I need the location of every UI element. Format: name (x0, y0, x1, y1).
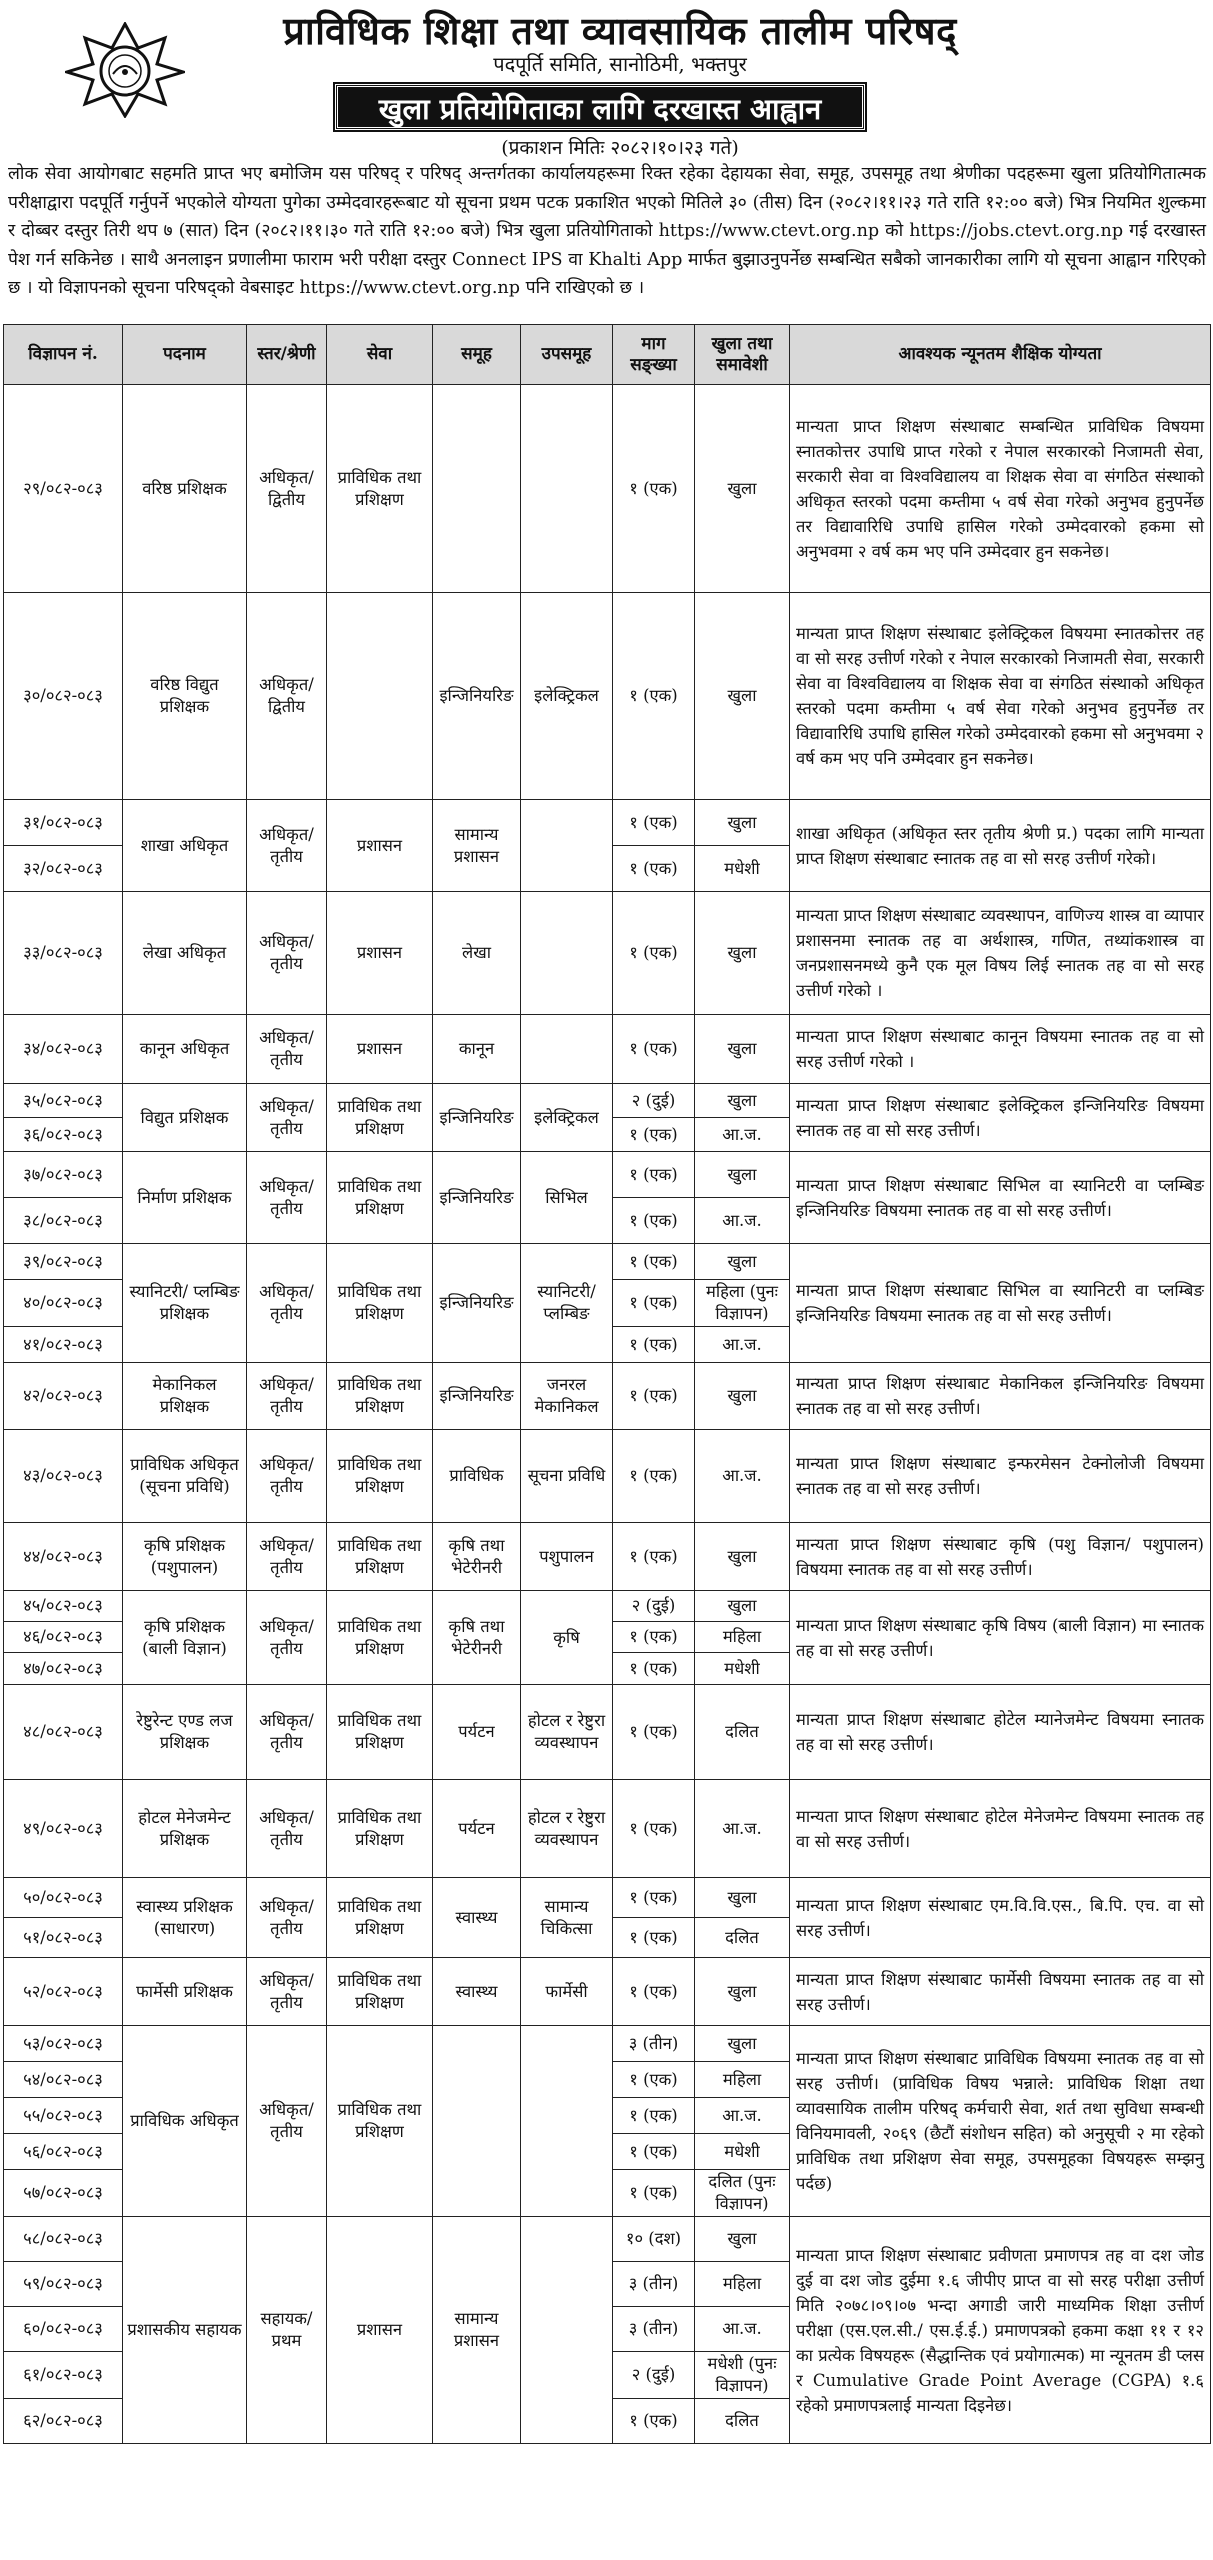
group-cell: इन्जिनियरिङ (433, 1084, 521, 1152)
service-cell: प्राविधिक तथा प्रशिक्षण (327, 2026, 433, 2217)
qualification-cell: मान्यता प्राप्त शिक्षण संस्थाबाट कृषि विषय (बाली विज्ञान) मा स्नातक तह वा सो सरह उत्तीर्ण। (790, 1591, 1211, 1685)
group-cell (433, 385, 521, 593)
category-cell: आ.ज. (695, 2098, 790, 2134)
category-cell: खुला (695, 1015, 790, 1084)
level-cell: अधिकृत/ तृतीय (247, 1244, 327, 1363)
category-cell: दलित (पुनः विज्ञापन) (695, 2170, 790, 2217)
post-name-cell: वरिष्ठ प्रशिक्षक (123, 385, 247, 593)
qualification-cell: मान्यता प्राप्त शिक्षण संस्थाबाट व्यवस्थापन, वाणिज्य शास्त्र वा व्यापार प्रशासनमा स्नातक तह वा अर्थशास्त्र, गणित, तथ्यांकशास्त्र वा जनप्रशासनमध्ये कुनै एक मूल विषय लिई स्नातक तह वा सो सरह उत्तीर्ण गरेको । (790, 892, 1211, 1015)
level-cell: अधिकृत/ तृतीय (247, 1152, 327, 1244)
category-cell: मधेशी (695, 2134, 790, 2170)
post-name-cell: निर्माण प्रशिक्षक (123, 1152, 247, 1244)
count-cell: १ (एक) (613, 1523, 695, 1591)
service-cell: प्रशासन (327, 2217, 433, 2444)
col-header-subgroup: उपसमूह (521, 325, 613, 385)
post-name-cell: स्यानिटरी/ प्लम्बिङ प्रशिक्षक (123, 1244, 247, 1363)
qualification-cell: मान्यता प्राप्त शिक्षण संस्थाबाट प्राविधिक विषयमा स्नातक तह वा सो सरह उत्तीर्ण। (प्राविधिक विषय भन्नाले: प्राविधिक शिक्षा तथा व्यावसायिक तालीम परिषद् कर्मचारी सेवा, शर्त तथा सुविधा सम्बन्धी विनियमावली, २०६९ (छैटौं संशोधन सहित) को अनुसूची २ मा रहेको प्राविधिक तथा प्रशिक्षण सेवा समूह, उपसमूहका विषयहरू सम्झनु पर्दछ) (790, 2026, 1211, 2217)
subgroup-cell: स्यानिटरी/ प्लम्बिङ (521, 1244, 613, 1363)
post-name-cell: फार्मेसी प्रशिक्षक (123, 1958, 247, 2026)
adv-number-cell: ३१/०८२-०८३ (4, 800, 123, 846)
group-cell: पर्यटन (433, 1780, 521, 1878)
post-name-cell: प्राविधिक अधिकृत (सूचना प्रविधि) (123, 1430, 247, 1523)
qualification-cell: मान्यता प्राप्त शिक्षण संस्थाबाट इलेक्ट्रिकल इन्जिनियरिङ विषयमा स्नातक तह वा सो सरह उत्तीर्ण। (790, 1084, 1211, 1152)
qualification-cell: मान्यता प्राप्त शिक्षण संस्थाबाट मेकानिकल इन्जिनियरिङ विषयमा स्नातक तह वा सो सरह उत्तीर्ण। (790, 1363, 1211, 1430)
category-cell: दलित (695, 1685, 790, 1780)
level-cell: अधिकृत/ तृतीय (247, 1685, 327, 1780)
adv-number-cell: ३९/०८२-०८३ (4, 1244, 123, 1280)
count-cell: ३ (तीन) (613, 2026, 695, 2062)
adv-number-cell: ३२/०८२-०८३ (4, 846, 123, 892)
category-cell: मधेशी (पुनः विज्ञापन) (695, 2352, 790, 2399)
category-cell: खुला (695, 2217, 790, 2262)
col-header-service: सेवा (327, 325, 433, 385)
subgroup-cell: फार्मेसी (521, 1958, 613, 2026)
adv-number-cell: ५८/०८२-०८३ (4, 2217, 123, 2262)
col-header-level: स्तर/श्रेणी (247, 325, 327, 385)
qualification-cell: मान्यता प्राप्त शिक्षण संस्थाबाट सम्बन्धित प्राविधिक विषयमा स्नातकोत्तर उपाधि प्राप्त गरेको र नेपाल सरकारको निजामती सेवा, सरकारी सेवा वा विश्वविद्यालय वा शिक्षक सेवा वा संगठित संस्थाको अधिकृत स्तरको पदमा कम्तीमा ५ वर्ष सेवा गरेको अनुभव हुनुपर्नेछ तर विद्यावारिधि उपाधि हासिल गरेको उम्मेदवारको हकमा सो अनुभवमा २ वर्ष कम भए पनि उम्मेदवार हुन सकनेछ। (790, 385, 1211, 593)
count-cell: १ (एक) (613, 1327, 695, 1363)
count-cell: २ (दुई) (613, 2352, 695, 2399)
adv-number-cell: ३७/०८२-०८३ (4, 1152, 123, 1198)
post-name-cell: प्राविधिक अधिकृत (123, 2026, 247, 2217)
category-cell: खुला (695, 1152, 790, 1198)
table-row (4, 2217, 1211, 2262)
count-cell: १ (एक) (613, 1280, 695, 1327)
table-row (4, 1363, 1211, 1430)
table-row (4, 800, 1211, 846)
group-cell: प्राविधिक (433, 1430, 521, 1523)
category-cell: आ.ज. (695, 1430, 790, 1523)
post-name-cell: विद्युत प्रशिक्षक (123, 1084, 247, 1152)
table-row (4, 1591, 1211, 1622)
service-cell: प्राविधिक तथा प्रशिक्षण (327, 1244, 433, 1363)
service-cell: प्राविधिक तथा प्रशिक्षण (327, 1591, 433, 1685)
category-cell: खुला (695, 1591, 790, 1622)
table-row (4, 892, 1211, 1015)
subgroup-cell (521, 2026, 613, 2217)
table-row (4, 1780, 1211, 1878)
category-cell: खुला (695, 385, 790, 593)
service-cell: प्राविधिक तथा प्रशिक्षण (327, 1685, 433, 1780)
category-cell: आ.ज. (695, 1118, 790, 1152)
qualification-cell: मान्यता प्राप्त शिक्षण संस्थाबाट होटेल म्यानेजमेन्ट विषयमा स्नातक तह वा सो सरह उत्तीर्ण। (790, 1685, 1211, 1780)
adv-number-cell: ५३/०८२-०८३ (4, 2026, 123, 2062)
service-cell: प्राविधिक तथा प्रशिक्षण (327, 1084, 433, 1152)
adv-number-cell: ५१/०८२-०८३ (4, 1918, 123, 1958)
count-cell: १ (एक) (613, 1918, 695, 1958)
count-cell: १ (एक) (613, 1152, 695, 1198)
table-row (4, 1084, 1211, 1118)
category-cell: खुला (695, 2026, 790, 2062)
table-row (4, 2026, 1211, 2062)
count-cell: १० (दश) (613, 2217, 695, 2262)
level-cell: अधिकृत/ तृतीय (247, 892, 327, 1015)
adv-number-cell: ५७/०८२-०८३ (4, 2170, 123, 2217)
group-cell: कृषि तथा भेटेरीनरी (433, 1523, 521, 1591)
subgroup-cell (521, 800, 613, 892)
adv-number-cell: ६०/०८२-०८३ (4, 2307, 123, 2352)
qualification-cell: शाखा अधिकृत (अधिकृत स्तर तृतीय श्रेणी प्र.) पदका लागि मान्यता प्राप्त शिक्षण संस्थाबाट स्नातक तह वा सो सरह उत्तीर्ण गरेको। (790, 800, 1211, 892)
count-cell: १ (एक) (613, 2098, 695, 2134)
level-cell: अधिकृत/ तृतीय (247, 1591, 327, 1685)
adv-number-cell: ४३/०८२-०८३ (4, 1430, 123, 1523)
table-row (4, 1958, 1211, 2026)
vacancy-table-body (4, 385, 1211, 2444)
org-subtitle: पदपूर्ति समिति, सानोठिमी, भक्तपुर (493, 52, 747, 76)
subgroup-cell: जनरल मेकानिकल (521, 1363, 613, 1430)
category-cell: खुला (695, 1084, 790, 1118)
group-cell: इन्जिनियरिङ (433, 1152, 521, 1244)
table-row (4, 593, 1211, 800)
adv-number-cell: ४१/०८२-०८३ (4, 1327, 123, 1363)
count-cell: २ (दुई) (613, 1084, 695, 1118)
service-cell: प्राविधिक तथा प्रशिक्षण (327, 385, 433, 593)
level-cell: अधिकृत/ द्वितीय (247, 385, 327, 593)
service-cell: प्राविधिक तथा प्रशिक्षण (327, 1430, 433, 1523)
adv-number-cell: ४५/०८२-०८३ (4, 1591, 123, 1622)
level-cell: अधिकृत/ तृतीय (247, 800, 327, 892)
subgroup-cell: होटल र रेष्टुरा व्यवस्थापन (521, 1780, 613, 1878)
count-cell: १ (एक) (613, 1118, 695, 1152)
category-cell: आ.ज. (695, 1780, 790, 1878)
post-name-cell: होटल मेनेजमेन्ट प्रशिक्षक (123, 1780, 247, 1878)
table-row (4, 385, 1211, 593)
category-cell: मधेशी (695, 1653, 790, 1685)
category-cell: खुला (695, 1958, 790, 2026)
category-cell: खुला (695, 593, 790, 800)
count-cell: १ (एक) (613, 385, 695, 593)
level-cell: अधिकृत/ तृतीय (247, 1523, 327, 1591)
category-cell: महिला (695, 2262, 790, 2307)
group-cell: कृषि तथा भेटेरीनरी (433, 1591, 521, 1685)
adv-number-cell: ३८/०८२-०८३ (4, 1198, 123, 1244)
group-cell: पर्यटन (433, 1685, 521, 1780)
qualification-cell: मान्यता प्राप्त शिक्षण संस्थाबाट प्रवीणता प्रमाणपत्र तह वा दश जोड दुई वा दश जोड दुईमा १.६ जीपीए प्राप्त वा सो सरह परीक्षा उत्तीर्ण मिति २०७८।०९।०७ भन्दा अगाडी जारी माध्यमिक शिक्षा उत्तीर्ण परीक्षा (एस.एल.सी./ एस.ई.ई.) प्रमाणपत्रको हकमा कक्षा ११ र १२ का प्रत्येक विषयहरू (सैद्धान्तिक एवं प्रयोगात्मक) मा न्यूनतम डी प्लस र Cumulative Grade Point Average (CGPA) १.६ रहेको प्रमाणपत्रलाई मान्यता दिइनेछ। (790, 2217, 1211, 2444)
table-row (4, 1685, 1211, 1780)
service-cell: प्राविधिक तथा प्रशिक्षण (327, 1958, 433, 2026)
post-name-cell: कृषि प्रशिक्षक (पशुपालन) (123, 1523, 247, 1591)
adv-number-cell: ४७/०८२-०८३ (4, 1653, 123, 1685)
count-cell: ३ (तीन) (613, 2262, 695, 2307)
level-cell: अधिकृत/ तृतीय (247, 1015, 327, 1084)
group-cell: स्वास्थ्य (433, 1958, 521, 2026)
count-cell: १ (एक) (613, 1685, 695, 1780)
count-cell: १ (एक) (613, 846, 695, 892)
adv-number-cell: ३४/०८२-०८३ (4, 1015, 123, 1084)
group-cell: इन्जिनियरिङ (433, 1363, 521, 1430)
post-name-cell: शाखा अधिकृत (123, 800, 247, 892)
count-cell: १ (एक) (613, 1780, 695, 1878)
adv-number-cell: ५२/०८२-०८३ (4, 1958, 123, 2026)
service-cell: प्राविधिक तथा प्रशिक्षण (327, 1523, 433, 1591)
adv-number-cell: ४९/०८२-०८३ (4, 1780, 123, 1878)
post-name-cell: मेकानिकल प्रशिक्षक (123, 1363, 247, 1430)
count-cell: १ (एक) (613, 800, 695, 846)
adv-number-cell: ५४/०८२-०८३ (4, 2062, 123, 2098)
col-header-adv-no: विज्ञापन नं. (4, 325, 123, 385)
category-cell: महिला (695, 1622, 790, 1653)
category-cell: दलित (695, 2399, 790, 2444)
count-cell: १ (एक) (613, 1622, 695, 1653)
subgroup-cell: कृषि (521, 1591, 613, 1685)
qualification-cell: मान्यता प्राप्त शिक्षण संस्थाबाट एम.वि.वि.एस., बि.पि. एच. वा सो सरह उत्तीर्ण। (790, 1878, 1211, 1958)
service-cell: प्रशासन (327, 1015, 433, 1084)
count-cell: १ (एक) (613, 1958, 695, 2026)
category-cell: खुला (695, 1523, 790, 1591)
service-cell: प्राविधिक तथा प्रशिक्षण (327, 1878, 433, 1958)
category-cell: खुला (695, 1244, 790, 1280)
adv-number-cell: ५०/०८२-०८३ (4, 1878, 123, 1918)
org-title: प्राविधिक शिक्षा तथा व्यावसायिक तालीम परिषद् (283, 8, 957, 53)
count-cell: १ (एक) (613, 1015, 695, 1084)
notice-intro-paragraph: लोक सेवा आयोगबाट सहमति प्राप्त भए बमोजिम यस परिषद् र परिषद् अन्तर्गतका कार्यालयहरूमा रिक्त रहेका देहायका सेवा, समूह, उपसमूह तथा श्रेणीका पदहरूमा खुला प्रतियोगितात्मक परीक्षाद्वारा पदपूर्ति गर्नुपर्ने भएकोले योग्यता पुगेका उम्मेदवारहरूबाट यो सूचना प्रथम पटक प्रकाशित भएको मितिले ३० (तीस) दिन (२०८२।११।२३ गते राति १२:०० बजे) भित्र नियमित शुल्कमा र दोब्बर दस्तुर तिरी थप ७ (सात) दिन (२०८२।११।३० गते राति १२:०० बजे) भित्र खुला प्रतियोगिताको https://www.ctevt.org.np को https://jobs.ctevt.org.np गई दरखास्त पेश गर्न सकिनेछ । साथै अनलाइन प्रणालीमा फाराम भरी परीक्षा दस्तुर Connect IPS वा Khalti App मार्फत बुझाउनुपर्नेछ सम्बन्धित सबैको जानकारीका लागि यो सूचना आह्वान गरिएको छ । यो विज्ञापनको सूचना परिषद्को वेबसाइट https://www.ctevt.org.np पनि राखिएको छ । (8, 164, 1206, 298)
subgroup-cell (521, 1015, 613, 1084)
service-cell: प्राविधिक तथा प्रशिक्षण (327, 1780, 433, 1878)
post-name-cell: प्रशासकीय सहायक (123, 2217, 247, 2444)
count-cell: १ (एक) (613, 2062, 695, 2098)
qualification-cell: मान्यता प्राप्त शिक्षण संस्थाबाट फार्मेसी विषयमा स्नातक तह वा सो सरह उत्तीर्ण। (790, 1958, 1211, 2026)
service-cell: प्रशासन (327, 892, 433, 1015)
col-header-qualification: आवश्यक न्यूनतम शैक्षिक योग्यता (790, 325, 1211, 385)
adv-number-cell: ३०/०८२-०८३ (4, 593, 123, 800)
level-cell: अधिकृत/ तृतीय (247, 1430, 327, 1523)
level-cell: अधिकृत/ द्वितीय (247, 593, 327, 800)
table-row (4, 1015, 1211, 1084)
category-cell: खुला (695, 800, 790, 846)
col-header-count: माग सङ्ख्या (613, 325, 695, 385)
subgroup-cell: होटल र रेष्टुरा व्यवस्थापन (521, 1685, 613, 1780)
adv-number-cell: ६२/०८२-०८३ (4, 2399, 123, 2444)
table-row (4, 1430, 1211, 1523)
group-cell (433, 2026, 521, 2217)
table-row (4, 1244, 1211, 1280)
count-cell: १ (एक) (613, 1878, 695, 1918)
count-cell: १ (एक) (613, 593, 695, 800)
notice-banner: खुला प्रतियोगिताका लागि दरखास्त आह्वान (335, 84, 865, 130)
adv-number-cell: ३६/०८२-०८३ (4, 1118, 123, 1152)
qualification-cell: मान्यता प्राप्त शिक्षण संस्थाबाट कानून विषयमा स्नातक तह वा सो सरह उत्तीर्ण गरेको । (790, 1015, 1211, 1084)
level-cell: अधिकृत/ तृतीय (247, 1878, 327, 1958)
adv-number-cell: ३५/०८२-०८३ (4, 1084, 123, 1118)
count-cell: ३ (तीन) (613, 2307, 695, 2352)
count-cell: १ (एक) (613, 2134, 695, 2170)
subgroup-cell (521, 385, 613, 593)
adv-number-cell: ४२/०८२-०८३ (4, 1363, 123, 1430)
qualification-cell: मान्यता प्राप्त शिक्षण संस्थाबाट इलेक्ट्रिकल विषयमा स्नातकोत्तर तह वा सो सरह उत्तीर्ण गरेको र नेपाल सरकारको निजामती सेवा, सरकारी सेवा वा विश्वविद्यालय वा शिक्षक सेवा वा संगठित संस्थाको अधिकृत स्तरको पदमा कम्तीमा ५ वर्ष सेवा गरेको अनुभव हुनुपर्नेछ तर विद्यावारिधि उपाधि हासिल गरेको उम्मेदवारको हकमा सो अनुभवमा २ वर्ष कम भए पनि उम्मेदवार हुन सकनेछ। (790, 593, 1211, 800)
group-cell: कानून (433, 1015, 521, 1084)
count-cell: १ (एक) (613, 1363, 695, 1430)
adv-number-cell: ४०/०८२-०८३ (4, 1280, 123, 1327)
group-cell: इन्जिनियरिङ (433, 1244, 521, 1363)
level-cell: अधिकृत/ तृतीय (247, 1958, 327, 2026)
notice-header (0, 0, 1213, 305)
post-name-cell: रेष्टुरेन्ट एण्ड लज प्रशिक्षक (123, 1685, 247, 1780)
post-name-cell: कानून अधिकृत (123, 1015, 247, 1084)
category-cell: मधेशी (695, 846, 790, 892)
adv-number-cell: ३३/०८२-०८३ (4, 892, 123, 1015)
category-cell: दलित (695, 1918, 790, 1958)
category-cell: खुला (695, 892, 790, 1015)
post-name-cell: वरिष्ठ विद्युत प्रशिक्षक (123, 593, 247, 800)
post-name-cell: स्वास्थ्य प्रशिक्षक (साधारण) (123, 1878, 247, 1958)
publication-date: (प्रकाशन मितिः २०८२।१०।२३ गते) (501, 137, 739, 159)
adv-number-cell: ५९/०८२-०८३ (4, 2262, 123, 2307)
adv-number-cell: ५५/०८२-०८३ (4, 2098, 123, 2134)
post-name-cell: कृषि प्रशिक्षक (बाली विज्ञान) (123, 1591, 247, 1685)
count-cell: २ (दुई) (613, 1591, 695, 1622)
service-cell: प्राविधिक तथा प्रशिक्षण (327, 1363, 433, 1430)
category-cell: आ.ज. (695, 1327, 790, 1363)
subgroup-cell: इलेक्ट्रिकल (521, 593, 613, 800)
group-cell: सामान्य प्रशासन (433, 800, 521, 892)
group-cell: इन्जिनियरिङ (433, 593, 521, 800)
count-cell: १ (एक) (613, 1653, 695, 1685)
level-cell: सहायक/ प्रथम (247, 2217, 327, 2444)
adv-number-cell: ४८/०८२-०८३ (4, 1685, 123, 1780)
level-cell: अधिकृत/ तृतीय (247, 1084, 327, 1152)
level-cell: अधिकृत/ तृतीय (247, 1780, 327, 1878)
category-cell: महिला (पुनः विज्ञापन) (695, 1280, 790, 1327)
table-row (4, 1152, 1211, 1198)
qualification-cell: मान्यता प्राप्त शिक्षण संस्थाबाट सिभिल वा स्यानिटरी वा प्लम्बिङ इन्जिनियरिङ विषयमा स्नातक तह वा सो सरह उत्तीर्ण। (790, 1152, 1211, 1244)
qualification-cell: मान्यता प्राप्त शिक्षण संस्थाबाट इन्फरमेसन टेक्नोलोजी विषयमा स्नातक तह वा सो सरह उत्तीर्ण। (790, 1430, 1211, 1523)
subgroup-cell: सामान्य चिकित्सा (521, 1878, 613, 1958)
qualification-cell: मान्यता प्राप्त शिक्षण संस्थाबाट होटेल मेनेजमेन्ट विषयमा स्नातक तह वा सो सरह उत्तीर्ण। (790, 1780, 1211, 1878)
subgroup-cell: इलेक्ट्रिकल (521, 1084, 613, 1152)
adv-number-cell: ४६/०८२-०८३ (4, 1622, 123, 1653)
level-cell: अधिकृत/ तृतीय (247, 1363, 327, 1430)
adv-number-cell: ४४/०८२-०८३ (4, 1523, 123, 1591)
count-cell: १ (एक) (613, 2399, 695, 2444)
category-cell: महिला (695, 2062, 790, 2098)
category-cell: आ.ज. (695, 1198, 790, 1244)
col-header-post: पदनाम (123, 325, 247, 385)
table-row (4, 1523, 1211, 1591)
qualification-cell: मान्यता प्राप्त शिक्षण संस्थाबाट कृषि (पशु विज्ञान/ पशुपालन) विषयमा स्नातक तह वा सो सरह उत्तीर्ण। (790, 1523, 1211, 1591)
count-cell: १ (एक) (613, 892, 695, 1015)
category-cell: आ.ज. (695, 2307, 790, 2352)
group-cell: स्वास्थ्य (433, 1878, 521, 1958)
qualification-cell: मान्यता प्राप्त शिक्षण संस्थाबाट सिभिल वा स्यानिटरी वा प्लम्बिङ इन्जिनियरिङ विषयमा स्नातक तह वा सो सरह उत्तीर्ण। (790, 1244, 1211, 1363)
adv-number-cell: ५६/०८२-०८३ (4, 2134, 123, 2170)
group-cell: सामान्य प्रशासन (433, 2217, 521, 2444)
service-cell: प्राविधिक तथा प्रशिक्षण (327, 1152, 433, 1244)
table-header-row (4, 325, 1211, 385)
table-row (4, 1878, 1211, 1918)
category-cell: खुला (695, 1878, 790, 1918)
post-name-cell: लेखा अधिकृत (123, 892, 247, 1015)
subgroup-cell: सिभिल (521, 1152, 613, 1244)
subgroup-cell: सूचना प्रविधि (521, 1430, 613, 1523)
service-cell: प्रशासन (327, 800, 433, 892)
count-cell: १ (एक) (613, 1198, 695, 1244)
adv-number-cell: ६१/०८२-०८३ (4, 2352, 123, 2399)
level-cell: अधिकृत/ तृतीय (247, 2026, 327, 2217)
vacancy-table (3, 324, 1211, 2444)
count-cell: १ (एक) (613, 1244, 695, 1280)
service-cell (327, 593, 433, 800)
group-cell: लेखा (433, 892, 521, 1015)
count-cell: १ (एक) (613, 2170, 695, 2217)
subgroup-cell (521, 892, 613, 1015)
col-header-category: खुला तथा समावेशी (695, 325, 790, 385)
col-header-group: समूह (433, 325, 521, 385)
count-cell: १ (एक) (613, 1430, 695, 1523)
subgroup-cell (521, 2217, 613, 2444)
adv-number-cell: २९/०८२-०८३ (4, 385, 123, 593)
subgroup-cell: पशुपालन (521, 1523, 613, 1591)
emblem-logo-icon (65, 22, 185, 118)
category-cell: खुला (695, 1363, 790, 1430)
